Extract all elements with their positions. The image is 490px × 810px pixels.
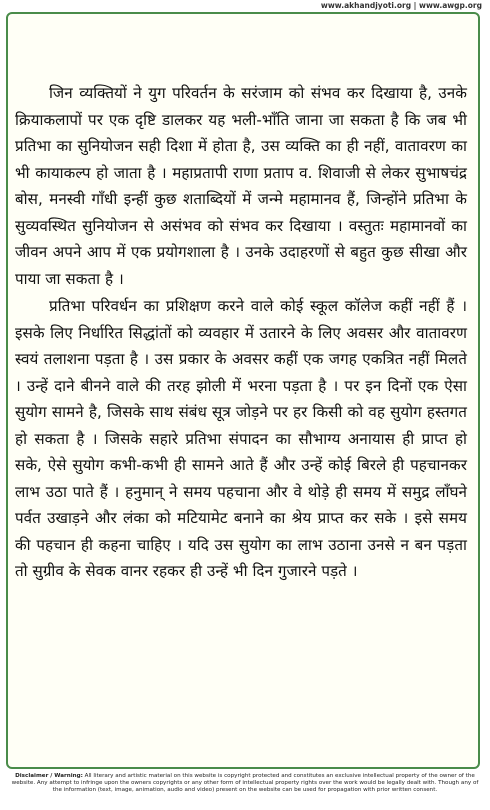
paragraph-2: प्रतिभा परिवर्धन का प्रशिक्षण करने वाले कोई स्कूल कॉलेज कहीं नहीं हैं । इसके लिए निर्धारित सिद्धांतों को व्यवहार में उतारने के लिए अवसर और वातावरण स्वयं तलाशना पड़ता है । उस प्रकार के अवसर कहीं एक जगह एकत्रित नहीं मिलते । उन्हें दाने बीनने वाले की तरह झोली में भरना पड़ता है । पर इन दिनों एक ऐसा सुयोग सामने है, जिसके साथ संबंध सूत्र जोड़ने पर हर किसी को वह सुयोग हस्तगत हो सकता है । जिसके सहारे प्रतिभा संपादन का सौभाग्य अनायास ही प्राप्त हो सके, ऐसे सुयोग कभी-कभी ही सामने आते हैं और उन्हें कोई बिरले ही पहचानकर लाभ उठा पाते हैं । हनुमान् ने समय पहचाना और वे थोड़े ही समय में समुद्र लाँघने पर्वत उखाड़ने और लंका को मटियामेट बनाने का श्रेय प्राप्त कर सके । इसे समय की पहचान ही कहना चाहिए । यदि उस सुयोग का लाभ उठाना उनसे न बन पड़ता तो सुग्रीव के सेवक वानर रहकर ही उन्हें भी दिन गुजारने पड़ते । (15, 297, 467, 580)
disclaimer-label: Disclaimer / Warning: (15, 773, 83, 779)
paragraph-1: जिन व्यक्तियों ने युग परिवर्तन के सरंजाम को संभव कर दिखाया है, उनके क्रियाकलापों पर एक दृष्टि डालकर यह भली-भाँति जाना जा सकता है कि जब भी प्रतिभा का सुनियोजन सही दिशा में होता है, उस व्यक्ति का ही नहीं, वातावरण का भी कायाकल्प हो जाता है । महाप्रतापी राणा प्रताप व. शिवाजी से लेकर सुभाषचंद्र बोस, मनस्वी गाँधी इन्हीं कुछ शताब्दियों में जन्मे महामानव हैं, जिन्होंने प्रतिभा के सुव्यवस्थित सुनियोजन से असंभव को संभव कर दिखाया । वस्तुतः महामानवों का जीवन अपने आप में एक प्रयोगशाला है । उनके उदाहरणों से बहुत कुछ सीखा और पाया जा सकता है । (15, 84, 467, 288)
disclaimer-text: All literary and artistic material on this website is copyright protected and constitutes an exclusive intellectual property of the owner of the website. Any attempt to infringe upon the owners copyrights or any other form of intellectual property rights over the work would be legally dealt with. Though any of the information (text, image, animation, audio and video) present on the website can be used for propagation with prior written consent. (11, 773, 479, 793)
site-header (0, 0, 490, 12)
site-links[interactable]: www.akhandjyoti.org | www.awgp.org (320, 1, 482, 10)
disclaimer (8, 773, 482, 794)
article-body (15, 80, 467, 585)
